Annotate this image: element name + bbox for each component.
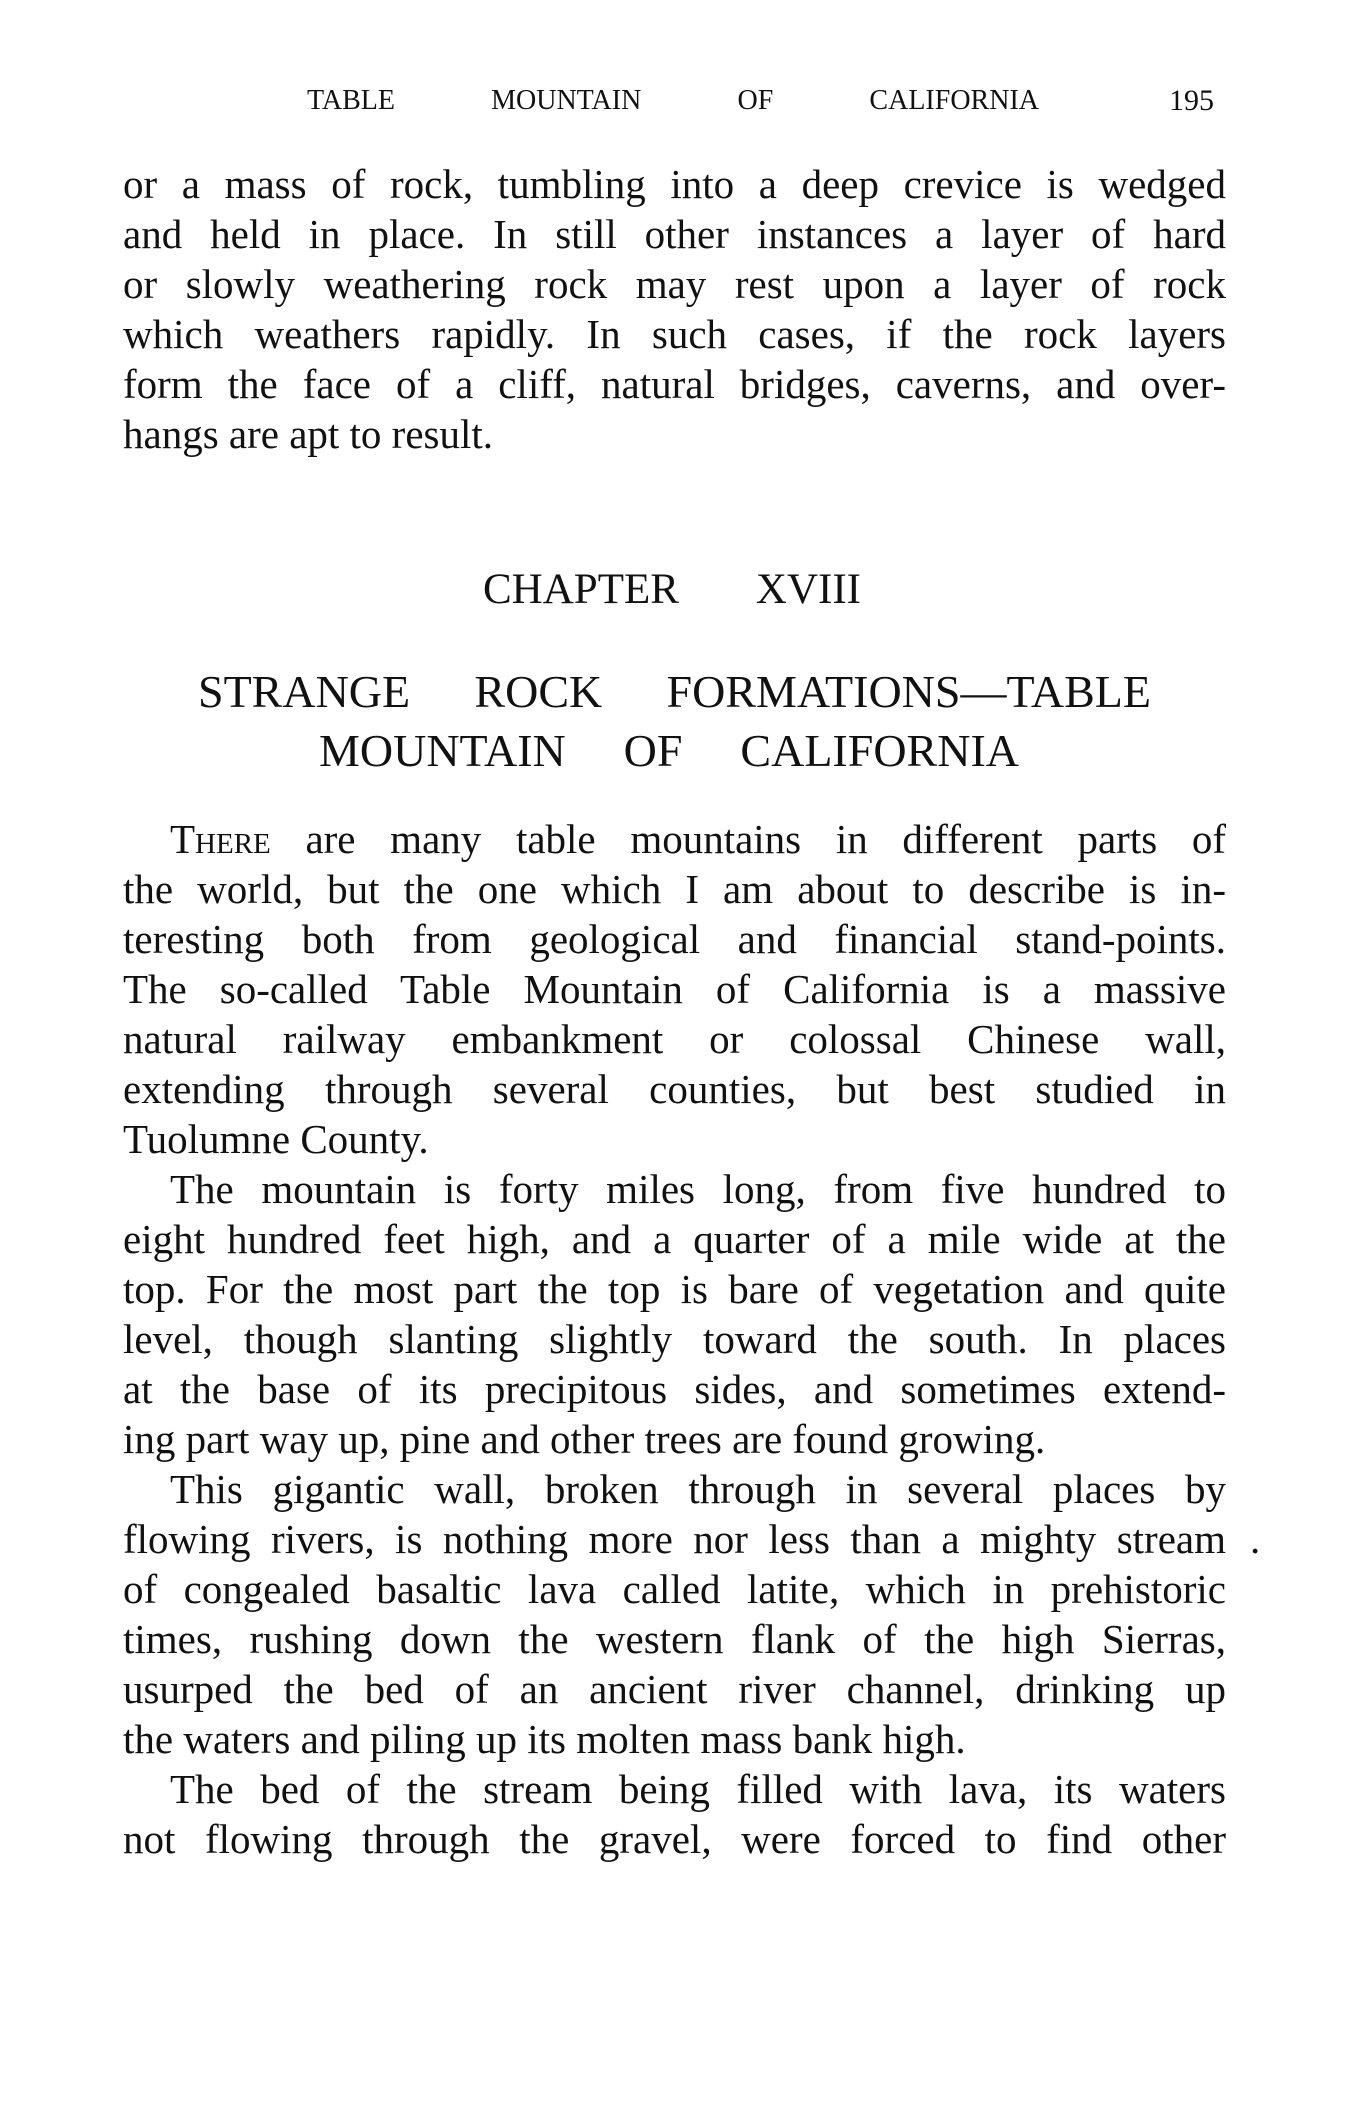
- chapter-body: [123, 814, 1226, 1864]
- text-line: hangs are apt to result.: [123, 411, 494, 457]
- small-caps-lead: There: [170, 816, 271, 862]
- text-line: or a mass of rock, tumbling into a deep crevice is wedged: [123, 161, 1226, 207]
- running-head-title: TABLE MOUNTAIN OF CALIFORNIA: [307, 85, 1039, 116]
- text-line: times, rushing down the western flank of the high Sierras,: [123, 1616, 1226, 1662]
- text-line: not flowing through the gravel, were forced to find other: [123, 1816, 1226, 1862]
- paragraph-first-line: The bed of the stream being filled with lava, its waters: [170, 1766, 1226, 1812]
- text-line: flowing rivers, is nothing more nor less than a mighty stream: [123, 1516, 1226, 1562]
- text-line: the waters and piling up its molten mass bank high.: [123, 1716, 966, 1762]
- text-line: teresting both from geological and financial stand-points.: [123, 916, 1226, 962]
- text-line: Tuolumne County.: [123, 1116, 429, 1162]
- text-line: ing part way up, pine and other trees are found growing.: [123, 1416, 1046, 1462]
- text-line: level, though slanting slightly toward the south. In places: [123, 1316, 1226, 1362]
- text-line: and held in place. In still other instances a layer of hard: [123, 211, 1226, 257]
- page-number: 195: [1169, 84, 1214, 117]
- text-line: extending through several counties, but best studied in: [123, 1066, 1226, 1112]
- chapter-number: CHAPTER XVIII: [483, 566, 861, 613]
- text-line: of congealed basaltic lava called latite, which in prehistoric: [123, 1566, 1226, 1612]
- text-line: which weathers rapidly. In such cases, if the rock layers: [123, 311, 1226, 357]
- chapter-title-line: STRANGE ROCK FORMATIONS—TABLE: [198, 666, 1151, 717]
- text-line: The so-called Table Mountain of California is a massive: [123, 966, 1226, 1012]
- text-line: eight hundred feet high, and a quarter of a mile wide at the: [123, 1216, 1226, 1262]
- text-line: at the base of its precipitous sides, and sometimes extend-: [123, 1366, 1226, 1412]
- paragraph-first-line: This gigantic wall, broken through in several places by: [170, 1466, 1226, 1512]
- text-line: or slowly weathering rock may rest upon a layer of rock: [123, 261, 1226, 307]
- carryover-paragraph: [123, 159, 1226, 459]
- text-span: are many table mountains in different parts of: [305, 816, 1227, 862]
- paragraph-first-line: [123, 814, 1226, 864]
- margin-mark: .: [1250, 1516, 1261, 1562]
- paragraph-first-line: The mountain is forty miles long, from five hundred to: [170, 1166, 1226, 1212]
- text-line: the world, but the one which I am about to describe is in-: [123, 866, 1226, 912]
- text-line: form the face of a cliff, natural bridges, caverns, and over-: [123, 361, 1226, 407]
- text-line: top. For the most part the top is bare of vegetation and quite: [123, 1266, 1226, 1312]
- text-line: usurped the bed of an ancient river channel, drinking up: [123, 1666, 1226, 1712]
- text-line: natural railway embankment or colossal Chinese wall,: [123, 1016, 1226, 1062]
- chapter-title-line: MOUNTAIN OF CALIFORNIA: [319, 725, 1019, 776]
